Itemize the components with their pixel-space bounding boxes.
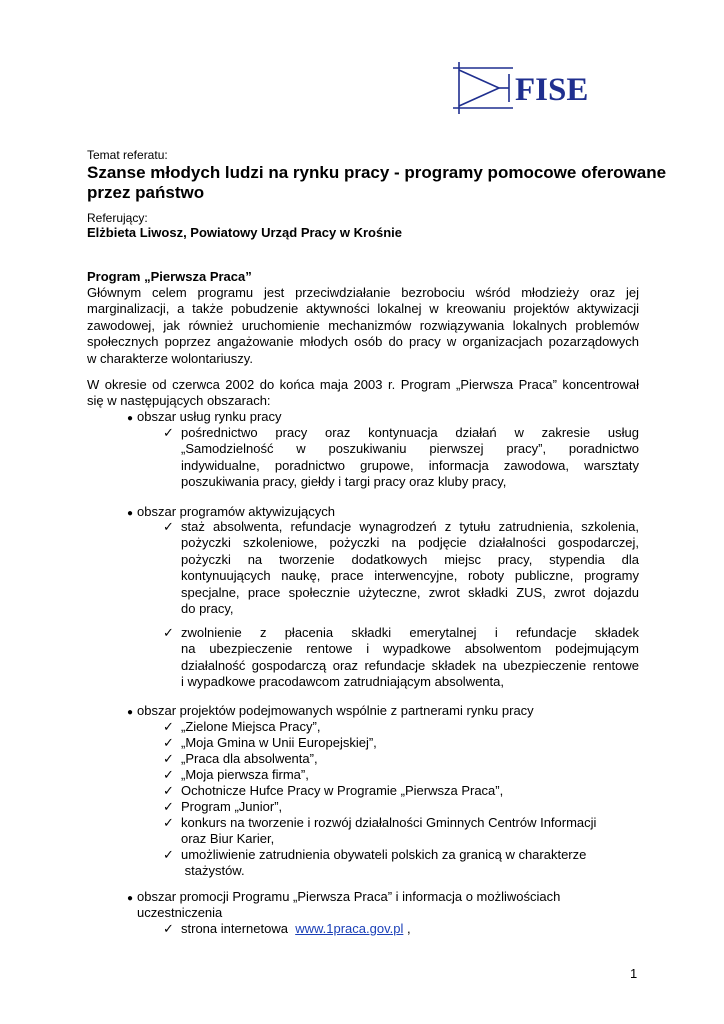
bullet-icon: ●: [127, 707, 134, 718]
program-period: [87, 377, 639, 410]
website-prefix: strona internetowa: [181, 921, 288, 936]
intro-line: społecznych poprzez angażowanie młodych osób do pracy w organizacjach pozarządowych: [87, 334, 639, 350]
item-line: specjalne, prace społecznie użyteczne, zwrot składki ZUS, zwrot dojazdu: [181, 584, 639, 600]
period-line: się w następujących obszarach:: [87, 393, 271, 409]
item-line: poszukiwania pracy, giełdy i targi pracy oraz kluby pracy,: [181, 474, 507, 490]
check-icon: ✓: [163, 751, 174, 766]
check-icon: ✓: [163, 625, 174, 640]
item-line: pośrednictwo pracy oraz kontynuacja działań w zakresie usług: [181, 425, 639, 440]
area-item: [181, 783, 639, 799]
website-line: [181, 921, 639, 937]
area-item: [181, 719, 639, 735]
speaker-name: Elżbieta Liwosz, Powiatowy Urząd Pracy w Krośnie: [87, 225, 402, 240]
intro-line: zawodowej, jak również uruchomienie mechanizmów rozwiązywania lokalnych problemów: [87, 317, 639, 333]
website-suffix: ,: [403, 921, 411, 936]
speaker-label: Referujący:: [87, 211, 148, 225]
item-line: umożliwienie zatrudnienia obywateli polskich za granicą w charakterze: [181, 847, 587, 862]
program-heading: Program „Pierwsza Praca”: [87, 269, 252, 284]
item-line: pożyczki na tworzenie dodatkowych miejsc pracy, stypendia dla: [181, 551, 639, 567]
item-line: „Samodzielność w poszukiwaniu pierwszej pracy”, poradnictwo: [181, 441, 639, 457]
area-item: [181, 921, 639, 937]
page-number: 1: [630, 966, 638, 981]
document-title-line-1: Szanse młodych ludzi na rynku pracy - programy pomocowe oferowane: [87, 163, 667, 182]
bullet-icon: ●: [127, 413, 134, 424]
check-icon: ✓: [163, 767, 174, 782]
check-icon: ✓: [163, 847, 174, 862]
area-label: obszar projektów podejmowanych wspólnie z partnerami rynku pracy: [137, 703, 534, 718]
check-icon: ✓: [163, 815, 174, 830]
topic-label: Temat referatu:: [87, 148, 168, 162]
item-line: „Zielone Miejsca Pracy”,: [181, 719, 321, 734]
area-item: [181, 799, 639, 815]
check-icon: ✓: [163, 735, 174, 750]
intro-line: marginalizacji, a także pobudzenie aktywności lokalnej w kreowaniu projektów aktywizacji: [87, 301, 639, 317]
item-line: działalność gospodarczą oraz refundacje składek na ubezpieczenie rentowe: [181, 657, 639, 673]
item-line: Ochotnicze Hufce Pracy w Programie „Pierwsza Praca”,: [181, 783, 504, 798]
period-line: W okresie od czerwca 2002 do końca maja 2003 r. Program „Pierwsza Praca” koncentrował: [87, 377, 639, 392]
bullet-icon: ●: [127, 508, 134, 519]
item-line: pożyczki szkoleniowe, pożyczki na podjęcie działalności gospodarczej,: [181, 535, 639, 551]
check-icon: ✓: [163, 519, 174, 534]
area-item: [181, 735, 639, 751]
item-line: „Praca dla absolwenta”,: [181, 751, 318, 766]
item-line: do pracy,: [181, 601, 234, 617]
fise-logo: [449, 60, 619, 116]
document-title-line-2: przez państwo: [87, 183, 205, 202]
item-line: staż absolwenta, refundacje wynagrodzeń z tytułu zatrudnienia, szkolenia,: [181, 519, 639, 534]
intro-line: Głównym celem programu jest przeciwdziałanie bezrobociu wśród młodzieży oraz jej: [87, 285, 639, 300]
area-label-continuation: uczestniczenia: [137, 905, 223, 920]
area-item: [181, 815, 639, 848]
intro-line: w charakterze wolontariuszy.: [87, 350, 253, 366]
item-line: indywidualne, poradnictwo grupowe, informacja zawodowa, warsztaty: [181, 457, 639, 473]
item-line: kontynuujących naukę, prace interwencyjne, roboty publiczne, programy: [181, 568, 639, 584]
bullet-icon: ●: [127, 893, 134, 904]
area-item: [181, 425, 639, 491]
item-line: konkurs na tworzenie i rozwój działalności Gminnych Centrów Informacji: [181, 815, 597, 830]
area-item: [181, 767, 639, 783]
area-label: obszar usług rynku pracy: [137, 409, 282, 424]
check-icon: ✓: [163, 921, 174, 936]
check-icon: ✓: [163, 425, 174, 440]
item-line: Program „Junior”,: [181, 799, 283, 814]
item-line: zwolnienie z płacenia składki emerytalnej i refundacje składek: [181, 625, 639, 640]
area-item: [181, 847, 639, 880]
program-intro: [87, 285, 639, 367]
item-line: „Moja pierwsza firma”,: [181, 767, 309, 782]
check-icon: ✓: [163, 783, 174, 798]
item-line: i wypadkowe pracodawcom zatrudniającym absolwenta,: [181, 674, 504, 690]
item-line: oraz Biur Karier,: [181, 831, 275, 847]
fise-logo-text: FISE: [515, 72, 589, 108]
area-item: [181, 751, 639, 767]
check-icon: ✓: [163, 719, 174, 734]
website-link[interactable]: www.1praca.gov.pl: [295, 921, 404, 936]
area-item: [181, 519, 639, 617]
area-label: obszar promocji Programu „Pierwsza Praca” i informacja o możliwościach: [137, 889, 561, 904]
area-item: [181, 625, 639, 691]
item-line: „Moja Gmina w Unii Europejskiej”,: [181, 735, 377, 750]
item-line: stażystów.: [181, 863, 245, 879]
check-icon: ✓: [163, 799, 174, 814]
area-label: obszar programów aktywizujących: [137, 504, 335, 519]
item-line: na ubezpieczenie rentowe i wypadkowe absolwentom podejmującym: [181, 641, 639, 657]
